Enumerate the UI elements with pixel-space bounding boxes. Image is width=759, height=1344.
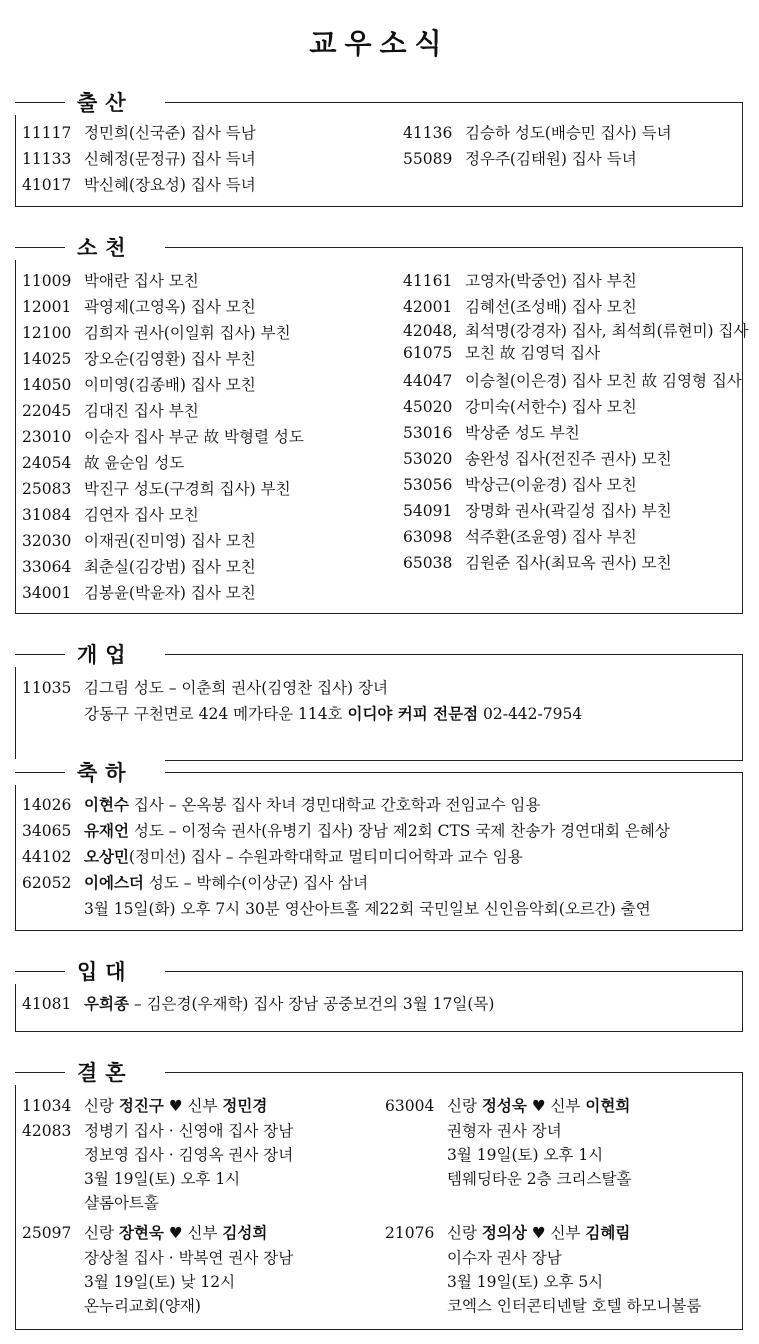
death-item [22,346,304,372]
groom-name: 장현욱 [118,1223,164,1242]
death-text: 강미숙(서한수) 집사 모친 [465,398,637,416]
birth-item [22,120,256,146]
wedding-detail-row [22,1143,293,1167]
wedding-code: 11034 [22,1097,72,1115]
death-left-list [22,268,304,606]
wedding-entry [22,1093,293,1215]
wedding-detail-row [22,1294,293,1318]
death-text: 박진구 성도(구경희 집사) 부친 [84,480,291,498]
military-title: 입대 [77,959,134,984]
congrats-name: 이현수 [84,795,129,814]
groom-name: 정성욱 [481,1096,527,1115]
congrats-code: 62052 [22,874,72,892]
wedding-couple [447,1220,630,1246]
death-code: 33064 [22,558,72,576]
death-item [22,294,304,320]
wedding-detail-row [22,1246,293,1270]
wedding-couple [84,1220,267,1246]
death-code: 65038 [403,554,453,572]
death-text: 故 윤순임 성도 [84,454,185,472]
death-code: 22045 [22,402,72,420]
death-item [22,372,304,398]
death-text: 김봉윤(박윤자) 집사 모친 [84,584,256,602]
wedding-detail-row [22,1167,293,1191]
wedding-detail-row [22,1270,293,1294]
death-code: 41161 [403,272,453,290]
death-code: 23010 [22,428,72,446]
congrats-extra-row [22,896,670,922]
wedding-couple [84,1093,267,1119]
wedding-detail-row [22,1191,293,1215]
death-text: 이순자 집사 부군 故 박형렬 성도 [84,428,304,446]
wedding-detail: 3월 19일(토) 오후 1시 [447,1146,604,1164]
birth-code: 41017 [22,176,72,194]
birth-code: 11117 [22,124,72,142]
death-code: 24054 [22,454,72,472]
congrats-code: 34065 [22,822,72,840]
death-code: 14050 [22,376,72,394]
death-item [22,502,304,528]
birth-title: 출산 [77,90,134,115]
congrats-extra: 3월 15일(화) 오후 7시 30분 영산아트홀 제22회 국민일보 신인음악회(오르간) 출연 [84,900,651,918]
wedding-entry [385,1093,631,1191]
wedding-detail: 3월 19일(토) 낮 12시 [84,1273,236,1291]
birth-right-list [403,120,672,172]
death-item [22,268,304,294]
death-item [403,394,748,420]
birth-code: 41136 [403,124,453,142]
heart-icon: ♥ [526,1097,551,1115]
death-text: 석주환(조윤영) 집사 부친 [465,528,637,546]
death-text: 최춘실(김강범) 집사 모친 [84,558,256,576]
wedding-header [15,1059,165,1085]
bride-label: 신부 [550,1097,586,1115]
death-text: 김대진 집사 부친 [84,402,199,420]
wedding-detail: 3월 19일(토) 오후 1시 [84,1170,241,1188]
wedding-couple-row [385,1220,701,1246]
business-line1: 김그림 성도 – 이춘희 권사(김영찬 집사) 장녀 [84,679,388,697]
business-title: 개업 [77,642,134,667]
birth-item [403,146,672,172]
wedding-code: 25097 [22,1224,72,1242]
wedding-couple-row [22,1093,293,1119]
death-right-list [403,268,748,576]
wedding-detail-row [22,1119,293,1143]
birth-text: 정민희(신국준) 집사 득남 [84,124,256,142]
wedding-detail-row [385,1167,631,1191]
heart-icon: ♥ [163,1097,188,1115]
congrats-code: 14026 [22,796,72,814]
death-code: 44047 [403,372,453,390]
death-item [403,446,748,472]
wedding-detail: 온누리교회(양재) [84,1297,201,1315]
birth-text: 김승하 성도(배승민 집사) 득녀 [465,124,672,142]
congrats-name: 유재언 [84,821,129,840]
wedding-detail-row [385,1270,701,1294]
death-code: 53020 [403,450,453,468]
wedding-couple-row [385,1093,631,1119]
wedding-detail-row [385,1143,631,1167]
military-content [22,991,494,1017]
wedding-detail: 정병기 집사 · 신영애 집사 장남 [84,1122,294,1140]
death-code: 31084 [22,506,72,524]
birth-code: 11133 [22,150,72,168]
military-code: 41081 [22,995,72,1013]
death-code: 11009 [22,272,72,290]
groom-label: 신랑 [447,1097,482,1115]
birth-text: 박신혜(장요성) 집사 득녀 [84,176,256,194]
death-code: 12100 [22,324,72,342]
wedding-entry [385,1220,701,1318]
wedding-detail-row [385,1119,631,1143]
wedding-code: 21076 [385,1224,435,1242]
birth-left-list [22,120,256,198]
bride-label: 신부 [187,1224,223,1242]
wedding-detail-row [385,1246,701,1270]
death-code: 42048, [403,322,458,340]
birth-text: 정우주(김태원) 집사 득녀 [465,150,637,168]
congrats-name: 이에스더 [84,873,144,892]
wedding-title: 결혼 [77,1060,134,1085]
death-code: 32030 [22,532,72,550]
death-code: 34001 [22,584,72,602]
congrats-title: 축하 [77,760,134,785]
business-content [22,675,582,727]
death-item [403,524,748,550]
congrats-item [22,870,670,896]
death-item [403,550,748,576]
birth-item [22,172,256,198]
bride-name: 이현희 [585,1096,631,1115]
business-header [15,641,165,667]
death-item [403,342,748,364]
death-header [15,234,165,260]
death-title: 소천 [77,235,134,260]
wedding-entry [22,1220,293,1318]
death-code: 53056 [403,476,453,494]
birth-text: 신혜정(문정규) 집사 득녀 [84,150,256,168]
death-text: 최석명(강경자) 집사, 최석희(류현미) 집사 [465,322,749,340]
groom-name: 정의상 [481,1223,527,1242]
wedding-couple-row [22,1220,293,1246]
death-code: 25083 [22,480,72,498]
congrats-text: 이현수 집사 – 온옥봉 집사 차녀 경민대학교 간호학과 전임교수 임용 [84,795,541,814]
death-item [403,420,748,446]
wedding-detail: 코엑스 인터콘티넨탈 호텔 하모니볼룸 [447,1297,702,1315]
death-code: 54091 [403,502,453,520]
congrats-name: 오상민 [84,847,129,866]
death-item [403,294,748,320]
death-code: 14025 [22,350,72,368]
wedding-detail-row [385,1294,701,1318]
death-item [22,398,304,424]
death-text: 모친 故 김영덕 집사 [465,344,601,362]
death-text: 김희자 권사(이일휘 집사) 부친 [84,324,291,342]
heart-icon: ♥ [526,1224,551,1242]
heart-icon: ♥ [163,1224,188,1242]
wedding-detail: 장상철 집사 · 박복연 권사 장남 [84,1249,294,1267]
congrats-header [15,759,165,785]
death-text: 고영자(박중언) 집사 부친 [465,272,637,290]
death-item [403,268,748,294]
birth-item [403,120,672,146]
death-item [403,368,748,394]
bride-name: 정민경 [222,1096,268,1115]
business-line2: 강동구 구천면로 424 메가타운 114호 이디야 커피 전문점 02-442-7954 [84,704,583,723]
congrats-item [22,818,670,844]
death-text: 송완성 집사(전진주 권사) 모친 [465,450,672,468]
congrats-text: 오상민(정미선) 집사 – 수원과학대학교 멀티미디어학과 교수 임용 [84,847,523,866]
death-item [403,472,748,498]
page-title: 교우소식 [309,27,450,60]
bride-label: 신부 [550,1224,586,1242]
congrats-code: 44102 [22,848,72,866]
death-text: 이승철(이은경) 집사 모친 故 김영형 집사 [465,372,742,390]
groom-label: 신랑 [447,1224,482,1242]
bride-name: 김성희 [222,1223,268,1242]
death-code: 42001 [403,298,453,316]
groom-label: 신랑 [84,1224,119,1242]
death-code: 12001 [22,298,72,316]
business-code: 11035 [22,679,72,697]
bride-name: 김혜림 [585,1223,631,1242]
congrats-text: 이에스더 성도 – 박혜수(이상군) 집사 삼녀 [84,873,369,892]
bride-label: 신부 [187,1097,223,1115]
death-item [22,424,304,450]
death-text: 이미영(김종배) 집사 모친 [84,376,256,394]
congrats-item [22,844,670,870]
death-text: 박상근(이윤경) 집사 모친 [465,476,637,494]
death-text: 곽영제(고영옥) 집사 모친 [84,298,256,316]
death-text: 장오순(김영환) 집사 부친 [84,350,256,368]
death-item [22,528,304,554]
death-code: 63098 [403,528,453,546]
death-text: 이재권(진미영) 집사 모친 [84,532,256,550]
death-item [22,476,304,502]
wedding-detail: 3월 19일(토) 오후 5시 [447,1273,604,1291]
birth-code: 55089 [403,150,453,168]
wedding-code: 42083 [22,1122,72,1140]
death-text: 김혜선(조성배) 집사 모친 [465,298,637,316]
wedding-detail: 샬롬아트홀 [84,1194,159,1212]
death-code: 45020 [403,398,453,416]
congrats-item [22,792,670,818]
death-text: 김원준 집사(최묘옥 권사) 모친 [465,554,672,572]
death-item [22,580,304,606]
death-text: 장명화 권사(곽길성 집사) 부친 [465,502,672,520]
death-text: 박애란 집사 모친 [84,272,199,290]
wedding-detail: 이수자 권사 장남 [447,1249,562,1267]
congrats-list [22,792,670,922]
death-item [22,320,304,346]
wedding-detail: 템웨딩타운 2층 크리스탈홀 [447,1170,632,1188]
groom-label: 신랑 [84,1097,119,1115]
wedding-couple [447,1093,630,1119]
military-name: 우희종 [84,994,129,1013]
wedding-code: 63004 [385,1097,435,1115]
birth-header [15,89,165,115]
death-code: 53016 [403,424,453,442]
wedding-detail: 권형자 권사 장녀 [447,1122,562,1140]
death-item [403,498,748,524]
death-item [403,320,748,342]
death-item [22,450,304,476]
death-item [22,554,304,580]
groom-name: 정진구 [118,1096,164,1115]
military-text: – 김은경(우재학) 집사 장남 공중보건의 3월 17일(목) [128,995,495,1013]
wedding-detail: 정보영 집사 · 김영옥 권사 장녀 [84,1146,294,1164]
death-code: 61075 [403,344,453,362]
death-text: 김연자 집사 모친 [84,506,199,524]
business-shop-name: 이디야 커피 전문점 [347,704,479,723]
military-header [15,958,165,984]
congrats-text: 유재언 성도 – 이정숙 권사(유병기 집사) 장남 제2회 CTS 국제 찬송가 경연대회 은혜상 [84,821,670,840]
death-text: 박상준 성도 부친 [465,424,580,442]
birth-item [22,146,256,172]
